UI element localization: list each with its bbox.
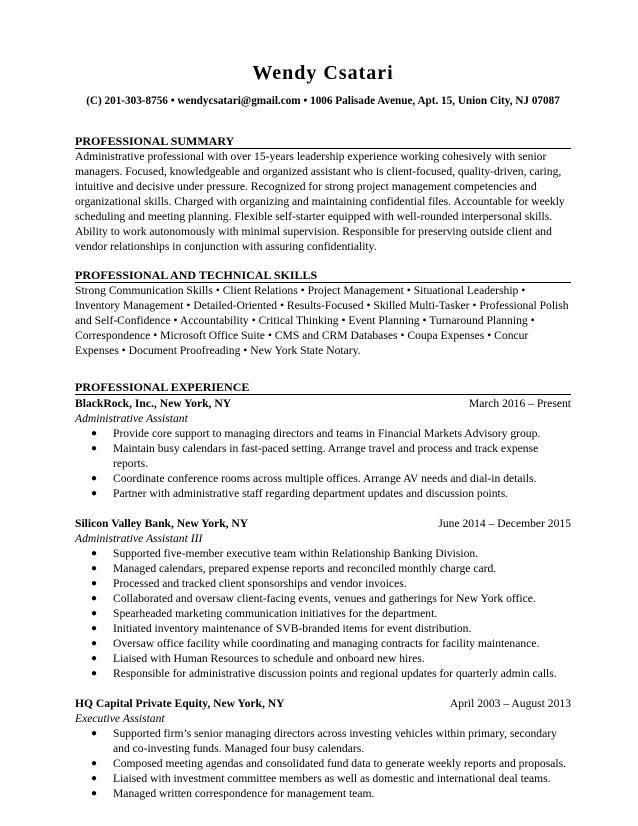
bullet-text: Managed written correspondence for management team. bbox=[113, 787, 375, 800]
bullet-dot-icon: ● bbox=[91, 488, 98, 499]
job-entry bbox=[75, 696, 571, 801]
summary-heading: PROFESSIONAL SUMMARY bbox=[75, 134, 571, 149]
bullet-text: Coordinate conference rooms across multiple offices. Arrange AV needs and dial-in details. bbox=[113, 472, 537, 485]
job-bullets bbox=[75, 726, 571, 801]
bullet-text: Responsible for administrative discussion points and regional updates for quarterly admin calls. bbox=[113, 667, 557, 680]
bullet-text: Composed meeting agendas and consolidated fund data to generate weekly reports and proposals. bbox=[113, 757, 566, 770]
bullet-item bbox=[75, 606, 571, 621]
resume-page bbox=[75, 58, 571, 801]
bullet-text: Maintain busy calendars in fast-paced setting. Arrange travel and process and track expense reports. bbox=[113, 442, 539, 470]
experience-heading: PROFESSIONAL EXPERIENCE bbox=[75, 380, 571, 395]
job-company: BlackRock, Inc., New York, NY bbox=[75, 397, 232, 410]
bullet-item bbox=[75, 756, 571, 771]
job-title: Administrative Assistant III bbox=[75, 532, 203, 545]
bullet-text: Collaborated and oversaw client-facing events, venues and gatherings for New York office. bbox=[113, 592, 536, 605]
skills-text: Strong Communication Skills • Client Relations • Project Management • Situational Leadership • Inventory Management • Detailed-Oriented • Results-Focused • Skilled Multi-Tasker • Professional Polish and Self-Confidence • Accountability • Critical Thinking • Event Planning • Turnaround Planning • Correspondence • Microsoft Office Suite • CMS and CRM Databases • Coupa Expenses • Concur Expenses • Document Proofreading • New York State Notary. bbox=[75, 284, 569, 357]
bullet-item bbox=[75, 636, 571, 651]
bullet-item bbox=[75, 621, 571, 636]
bullet-item bbox=[75, 771, 571, 786]
bullet-dot-icon: ● bbox=[91, 578, 98, 589]
job-company: HQ Capital Private Equity, New York, NY bbox=[75, 697, 285, 710]
bullet-item bbox=[75, 666, 571, 681]
bullet-text: Liaised with Human Resources to schedule and onboard new hires. bbox=[113, 652, 425, 665]
job-bullets bbox=[75, 546, 571, 681]
job-dates: March 2016 – Present bbox=[468, 397, 571, 410]
bullet-text: Provide core support to managing directors and teams in Financial Markets Advisory group. bbox=[113, 427, 541, 440]
bullet-item bbox=[75, 561, 571, 576]
bullet-item bbox=[75, 441, 571, 471]
bullet-text: Liaised with investment committee members as well as domestic and international deal teams. bbox=[113, 772, 551, 785]
bullet-text: Supported five-member executive team within Relationship Banking Division. bbox=[113, 547, 479, 560]
job-company: Silicon Valley Bank, New York, NY bbox=[75, 517, 249, 530]
experience-list bbox=[75, 396, 571, 801]
job-title: Executive Assistant bbox=[75, 712, 165, 725]
bullet-dot-icon: ● bbox=[91, 563, 98, 574]
bullet-text: Supported firm’s senior managing directors across investing vehicles within primary, secondary and co-investing funds. Managed four busy calendars. bbox=[113, 727, 557, 755]
job-dates: June 2014 – December 2015 bbox=[438, 517, 571, 530]
bullet-dot-icon: ● bbox=[91, 758, 98, 769]
candidate-name: Wendy Csatari bbox=[252, 62, 394, 84]
job-header bbox=[75, 516, 571, 531]
summary-text: Administrative professional with over 15-years leadership experience working cohesively with senior managers. Focused, knowledgeable and organized assistant who is client-focused, quality-driven, caring, intuitive and decisive under pressure. Recognized for strong project management competencies and organizational skills. Charged with organizing and maintaining confidential files. Accountable for weekly scheduling and meeting planning. Flexible self-starter equipped with well-rounded interpersonal skills. Ability to work autonomously with minimal supervision. Responsible for preserving outside client and vendor relationships in conjunction with assuring confidentiality. bbox=[75, 150, 565, 253]
bullet-dot-icon: ● bbox=[91, 443, 98, 454]
bullet-text: Spearheaded marketing communication initiatives for the department. bbox=[113, 607, 438, 620]
job-bullets bbox=[75, 426, 571, 501]
bullet-dot-icon: ● bbox=[91, 608, 98, 619]
bullet-item bbox=[75, 576, 571, 591]
bullet-item bbox=[75, 591, 571, 606]
bullet-dot-icon: ● bbox=[91, 788, 98, 799]
job-dates: April 2003 – August 2013 bbox=[449, 697, 571, 710]
bullet-item bbox=[75, 786, 571, 801]
job-header bbox=[75, 696, 571, 711]
bullet-dot-icon: ● bbox=[91, 728, 98, 739]
bullet-item bbox=[75, 486, 571, 501]
bullet-dot-icon: ● bbox=[91, 668, 98, 679]
bullet-item bbox=[75, 426, 571, 441]
bullet-text: Oversaw office facility while coordinating and managing contracts for facility maintenance. bbox=[113, 637, 540, 650]
bullet-dot-icon: ● bbox=[91, 653, 98, 664]
bullet-dot-icon: ● bbox=[91, 548, 98, 559]
skills-heading: PROFESSIONAL AND TECHNICAL SKILLS bbox=[75, 268, 571, 283]
bullet-dot-icon: ● bbox=[91, 623, 98, 634]
bullet-dot-icon: ● bbox=[91, 428, 98, 439]
bullet-text: Processed and tracked client sponsorships and vendor invoices. bbox=[113, 577, 407, 590]
bullet-dot-icon: ● bbox=[91, 593, 98, 604]
bullet-item bbox=[75, 471, 571, 486]
job-entry bbox=[75, 516, 571, 681]
job-entry bbox=[75, 396, 571, 501]
bullet-text: Initiated inventory maintenance of SVB-branded items for event distribution. bbox=[113, 622, 472, 635]
bullet-item bbox=[75, 546, 571, 561]
bullet-item bbox=[75, 726, 571, 756]
job-title: Administrative Assistant bbox=[75, 412, 188, 425]
contact-line: (C) 201-303-8756 • wendycsatari@gmail.com • 1006 Palisade Avenue, Apt. 15, Union City, NJ 07087 bbox=[86, 95, 560, 107]
bullet-dot-icon: ● bbox=[91, 773, 98, 784]
job-header bbox=[75, 396, 571, 411]
bullet-dot-icon: ● bbox=[91, 638, 98, 649]
bullet-item bbox=[75, 651, 571, 666]
bullet-text: Managed calendars, prepared expense reports and reconciled monthly charge card. bbox=[113, 562, 497, 575]
bullet-text: Partner with administrative staff regarding department updates and discussion points. bbox=[113, 487, 509, 500]
bullet-dot-icon: ● bbox=[91, 473, 98, 484]
